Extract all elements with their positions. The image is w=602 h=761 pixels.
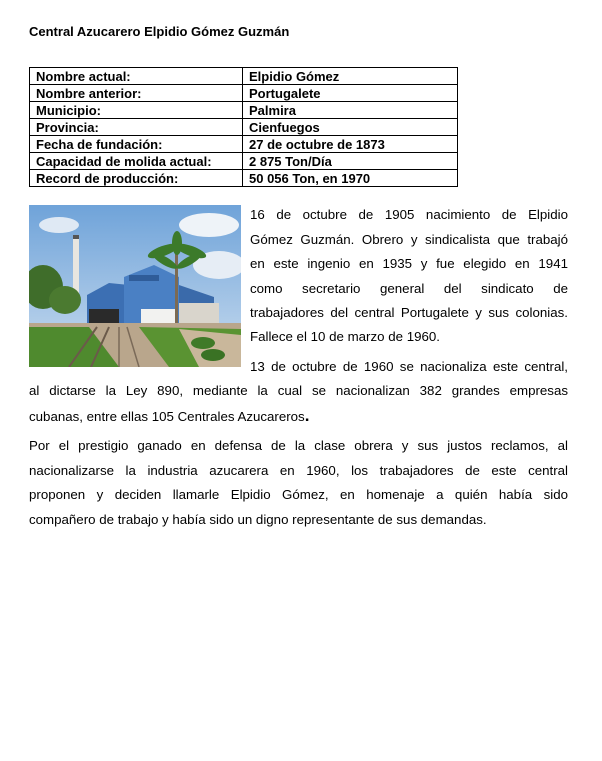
info-table-label: Nombre actual: xyxy=(30,68,243,85)
text-line: 16 de octubre de 1905 nacimiento de Elpidio xyxy=(250,207,568,222)
info-table-value: Portugalete xyxy=(243,85,458,102)
info-table-value: 2 875 Ton/Día xyxy=(243,153,458,170)
text-line: compañero de trabajo y había sido un digno representante de sus demandas. xyxy=(29,511,487,527)
text-line: Por el prestigio ganado en defensa de la clase obrera y sus justos reclamos, al xyxy=(29,438,568,453)
text-line: trabajadores del central Portugalete y sus colonias. xyxy=(250,305,568,320)
info-table-value: Cienfuegos xyxy=(243,119,458,136)
paragraph-1-last-line: Fallece el 10 de marzo de 1960. xyxy=(250,329,440,344)
info-table-value: Elpidio Gómez xyxy=(243,68,458,85)
text-line: nacionalizarse la industria azucarera en 1960, los trabajadores de este central xyxy=(29,462,568,478)
paragraph-2-first-line: 13 de octubre de 1960 se nacionaliza este central, xyxy=(250,359,568,374)
paragraph-2 xyxy=(29,379,568,429)
paragraph-2-period: . xyxy=(304,405,310,425)
info-table-row xyxy=(30,85,458,102)
info-table-row xyxy=(30,119,458,136)
text-line: proponen y deciden llamarle Elpidio Gómez, en homenaje a quién había sido xyxy=(29,487,568,502)
paragraph-2-line-text: cubanas, entre ellas 105 Centrales Azucareros xyxy=(29,408,305,424)
paragraph-3 xyxy=(29,434,568,532)
info-table-row xyxy=(30,153,458,170)
text-line: en este ingenio en 1935 y fue elegido en 1941 xyxy=(250,256,568,271)
paragraph-1 xyxy=(250,203,568,326)
info-table-label: Municipio: xyxy=(30,102,243,119)
info-table-row xyxy=(30,170,458,187)
info-table-label: Provincia: xyxy=(30,119,243,136)
info-table-value: 27 de octubre de 1873 xyxy=(243,136,458,153)
info-table-label: Fecha de fundación: xyxy=(30,136,243,153)
info-table-value: Palmira xyxy=(243,102,458,119)
paragraph-2-line: al dictarse la Ley 890, mediante la cual se nacionalizan 382 grandes empresas xyxy=(29,383,568,398)
info-table-label: Nombre anterior: xyxy=(30,85,243,102)
text-line: Gómez Guzmán. Obrero y sindicalista que trabajó xyxy=(250,231,568,247)
info-table-row xyxy=(30,68,458,85)
paragraph-2-line xyxy=(29,404,568,430)
info-table-value: 50 056 Ton, en 1970 xyxy=(243,170,458,187)
page-title: Central Azucarero Elpidio Gómez Guzmán xyxy=(29,24,290,39)
info-table-label: Capacidad de molida actual: xyxy=(30,153,243,170)
text-line: como secretario general del sindicato de xyxy=(250,280,568,296)
info-table xyxy=(29,67,458,187)
sugar-mill-photo xyxy=(29,205,241,367)
info-table-row xyxy=(30,102,458,119)
info-table-row xyxy=(30,136,458,153)
info-table-label: Record de producción: xyxy=(30,170,243,187)
